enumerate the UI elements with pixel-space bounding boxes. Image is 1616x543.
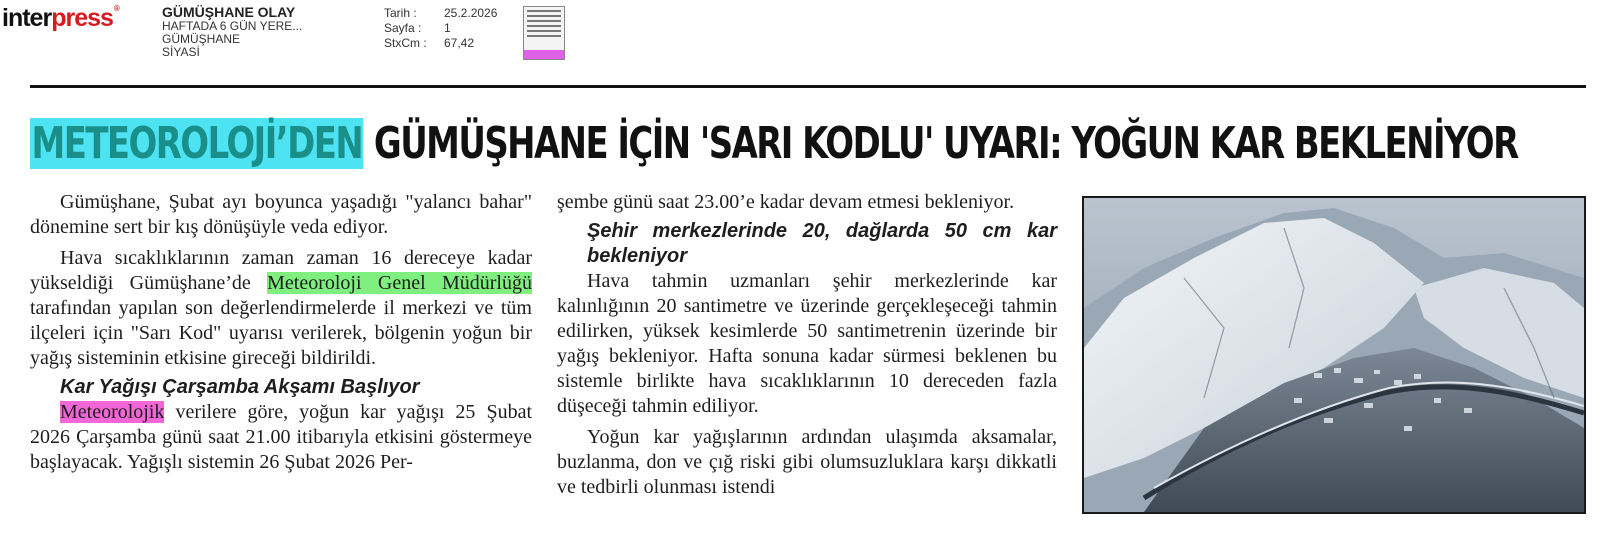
publication-city: GÜMÜŞHANE: [162, 32, 241, 46]
paragraph-3: [30, 400, 532, 475]
highlight-meteoroloji-genel-mudurlugu: Meteoroloji Genel Müdürlüğü: [267, 272, 532, 294]
article-column-1: [30, 190, 532, 475]
article-column-2: [557, 190, 1057, 500]
page-value: 1: [444, 21, 451, 35]
thumbnail-line: [527, 25, 561, 27]
thumbnail-line: [527, 15, 561, 17]
thumbnail-line: [527, 10, 561, 12]
page-thumbnail[interactable]: [523, 6, 565, 60]
highlight-meteorolojik: Meteorolojik: [60, 401, 165, 423]
header-divider: [30, 85, 1586, 88]
publication-frequency: HAFTADA 6 GÜN YERE...: [162, 19, 303, 33]
paragraph-2: [30, 246, 532, 371]
date-value: 25.2.2026: [444, 6, 498, 20]
interpress-logo: [2, 4, 119, 33]
paragraph-1: Gümüşhane, Şubat ayı boyunca yaşadığı "yalancı bahar" dönemine sert bir kış dönüşüyle veda ediyor.: [30, 191, 532, 238]
clipping-meta: [384, 6, 497, 51]
page-label: Sayfa :: [384, 21, 422, 35]
publication-category: SİYASİ: [162, 45, 200, 59]
meta-stxcm-row: [384, 36, 497, 51]
paragraph-4: Hava tahmin uzmanları şehir merkezlerinde kar kalınlığının 20 santimetre ve üzerinde gerçekleşeceği tahmin edilirken, yüksek kesimlerde 50 santimetrenin üzerinde bir yağış bekleniyor. Hafta sonuna kadar sürmesi beklenen bu sistemle birlikte hava sıcaklıklarının 10 dereceden fazla düşeceği tahmin ediliyor.: [557, 270, 1057, 417]
paragraph-2-text-a: Hava sıcaklıklarının zaman zaman 16 dereceye kadar yükseldiği Gümüşhane’de: [30, 247, 532, 294]
stxcm-value: 67,42: [444, 36, 475, 50]
headline-rest: GÜMÜŞHANE İÇİN 'SARI KODLU' UYARI: YOĞUN KAR BEKLENİYOR: [363, 118, 1518, 169]
paragraph-5: Yoğun kar yağışlarının ardından ulaşımda aksamalar, buzlanma, don ve çığ riski gibi olumsuzluklara karşı dikkatli ve tedbirli olunması istendi: [557, 426, 1057, 498]
subheading-sehir-merkezlerinde: Şehir merkezlerinde 20, dağlarda 50 cm kar bekleniyor: [587, 220, 1057, 267]
thumbnail-line: [527, 20, 561, 22]
date-label: Tarih :: [384, 6, 417, 20]
paragraph-3-text: verilere göre, yoğun kar yağışı 25 Şubat 2026 Çarşamba günü saat 21.00 itibarıyla etkisini göstermeye başlayacak. Yağışlı sistemin 26 Şubat 2026 Per-: [30, 401, 532, 473]
publication-name: GÜMÜŞHANE OLAY: [162, 4, 296, 20]
thumbnail-article-marker: [524, 50, 564, 59]
meta-page-row: [384, 21, 497, 36]
paragraph-2-text-b: tarafından yapılan son değerlendirmelerde il merkezi ve tüm ilçeleri için "Sarı Kod" uyarısı verilerek, bölgenin yoğun bir yağış sisteminin etkisine gireceği bildirildi.: [30, 297, 532, 369]
logo-registered-mark: ®: [113, 4, 119, 13]
meta-date-row: [384, 6, 497, 21]
logo-text-inter: inter: [2, 4, 52, 32]
headline-highlight: METEOROLOJİ’DEN: [31, 118, 363, 169]
stxcm-label: StxCm :: [384, 36, 427, 50]
logo-text-press: press: [51, 4, 113, 32]
paragraph-3-continued: şembe günü saat 23.00’e kadar devam etmesi bekleniyor.: [557, 191, 1015, 213]
thumbnail-line: [527, 35, 561, 37]
snowy-mountain-town-photo: [1082, 196, 1586, 514]
subheading-kar-yagisi: Kar Yağışı Çarşamba Akşamı Başlıyor: [60, 376, 420, 398]
article-headline: [30, 108, 1518, 182]
thumbnail-line: [527, 30, 561, 32]
publication-info: [162, 5, 302, 59]
